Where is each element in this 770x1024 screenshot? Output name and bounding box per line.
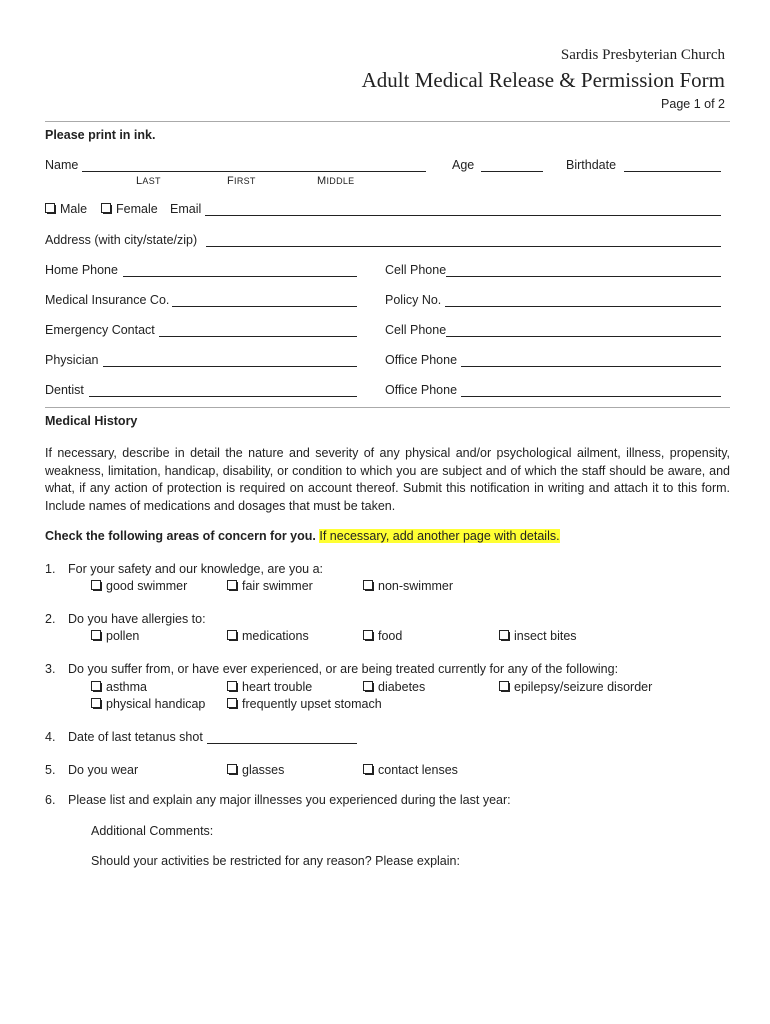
additional-comments-label: Additional Comments: [91, 824, 214, 838]
emergency-cell-field[interactable] [446, 336, 721, 337]
instructions: Please print in ink. [45, 128, 156, 142]
checkbox-icon [91, 630, 101, 640]
question-5-text: Do you wear [68, 763, 139, 777]
option-physical-handicap[interactable]: physical handicap [91, 697, 205, 711]
cell-phone-field[interactable] [446, 276, 721, 277]
medical-history-description: If necessary, describe in detail the nature and severity of any physical and/or psychological ailment, illness, propensity, weakness, limitation, handicap, disability, or condition to which you are subject and of which the staff should be aware, and what, if any action of protection is required on account thereof. Submit this notification in writing and attach it to this form. Include names of medications and dosages that must be taken. [45, 446, 730, 513]
name-first-hint: FIRST [227, 175, 256, 187]
home-phone-label: Home Phone [45, 263, 118, 277]
question-2-text: Do you have allergies to: [68, 612, 206, 626]
option-good-swimmer[interactable]: good swimmer [91, 579, 187, 593]
checkbox-icon [499, 630, 509, 640]
checkbox-icon [363, 580, 373, 590]
option-fair-swimmer[interactable]: fair swimmer [227, 579, 313, 593]
birthdate-field[interactable] [624, 171, 721, 172]
age-field[interactable] [481, 171, 543, 172]
question-4-text: Date of last tetanus shot [68, 730, 203, 744]
checkbox-icon [363, 681, 373, 691]
form-title: Adult Medical Release & Permission Form [361, 68, 725, 92]
option-pollen[interactable]: pollen [91, 629, 139, 643]
option-upset-stomach[interactable]: frequently upset stomach [227, 697, 382, 711]
checkbox-icon [363, 764, 373, 774]
question-3-number: 3. [45, 662, 56, 676]
option-food[interactable]: food [363, 629, 402, 643]
option-epilepsy[interactable]: epilepsy/seizure disorder [499, 680, 652, 694]
email-field[interactable] [205, 215, 721, 216]
policy-field[interactable] [445, 306, 721, 307]
restrictions-label: Should your activities be restricted for any reason? Please explain: [91, 854, 460, 868]
dentist-office-field[interactable] [461, 396, 721, 397]
physician-office-field[interactable] [461, 366, 721, 367]
birthdate-label: Birthdate [566, 158, 617, 172]
option-non-swimmer[interactable]: non-swimmer [363, 579, 453, 593]
question-1-number: 1. [45, 562, 56, 576]
question-6-number: 6. [45, 793, 56, 807]
question-4-number: 4. [45, 730, 56, 744]
checkbox-icon [91, 580, 101, 590]
age-label: Age [452, 158, 475, 172]
female-checkbox[interactable]: Female [101, 202, 158, 216]
option-diabetes[interactable]: diabetes [363, 680, 425, 694]
insurance-field[interactable] [172, 306, 357, 307]
email-label: Email [170, 202, 202, 216]
check-note: If necessary, add another page with details. [319, 529, 560, 543]
physician-field[interactable] [103, 366, 357, 367]
dentist-office-label: Office Phone [385, 383, 458, 397]
name-last-hint: LAST [136, 175, 161, 187]
check-instructions: Check the following areas of concern for you. If necessary, add another page with details. [45, 529, 560, 543]
checkbox-icon [227, 630, 237, 640]
emergency-contact-field[interactable] [159, 336, 357, 337]
checkbox-icon [363, 630, 373, 640]
policy-label: Policy No. [385, 293, 442, 307]
checkbox-icon [91, 698, 101, 708]
home-phone-field[interactable] [123, 276, 357, 277]
checkbox-icon [227, 698, 237, 708]
question-2-number: 2. [45, 612, 56, 626]
physician-label: Physician [45, 353, 99, 367]
question-5-number: 5. [45, 763, 56, 777]
checkbox-icon [499, 681, 509, 691]
option-glasses[interactable]: glasses [227, 763, 284, 777]
option-asthma[interactable]: asthma [91, 680, 147, 694]
checkbox-icon [227, 764, 237, 774]
cell-phone-label: Cell Phone [385, 263, 447, 277]
checkbox-icon [45, 203, 55, 213]
organization-name: Sardis Presbyterian Church [560, 47, 725, 63]
page-indicator: Page 1 of 2 [661, 97, 725, 111]
insurance-label: Medical Insurance Co. [45, 293, 170, 307]
medical-history-heading: Medical History [45, 414, 138, 428]
checkbox-icon [91, 681, 101, 691]
address-label: Address (with city/state/zip) [45, 233, 198, 247]
option-heart-trouble[interactable]: heart trouble [227, 680, 312, 694]
male-checkbox[interactable]: Male [45, 202, 87, 216]
dentist-label: Dentist [45, 383, 84, 397]
physician-office-label: Office Phone [385, 353, 458, 367]
question-6-text: Please list and explain any major illnesses you experienced during the last year: [68, 793, 511, 807]
checkbox-icon [227, 580, 237, 590]
emergency-contact-label: Emergency Contact [45, 323, 155, 337]
emergency-cell-label: Cell Phone [385, 323, 447, 337]
checkbox-icon [101, 203, 111, 213]
question-1-text: For your safety and our knowledge, are you a: [68, 562, 324, 576]
option-medications[interactable]: medications [227, 629, 309, 643]
checkbox-icon [227, 681, 237, 691]
header-divider [45, 121, 730, 122]
name-label: Name [45, 158, 79, 172]
name-field[interactable] [82, 171, 426, 172]
option-insect-bites[interactable]: insect bites [499, 629, 577, 643]
address-field[interactable] [206, 246, 721, 247]
tetanus-date-field[interactable] [207, 743, 357, 744]
question-3-text: Do you suffer from, or have ever experienced, or are being treated currently for any of the following: [68, 662, 619, 676]
section-divider [45, 407, 730, 408]
option-contact-lenses[interactable]: contact lenses [363, 763, 458, 777]
dentist-field[interactable] [89, 396, 357, 397]
name-middle-hint: MIDDLE [317, 175, 355, 187]
